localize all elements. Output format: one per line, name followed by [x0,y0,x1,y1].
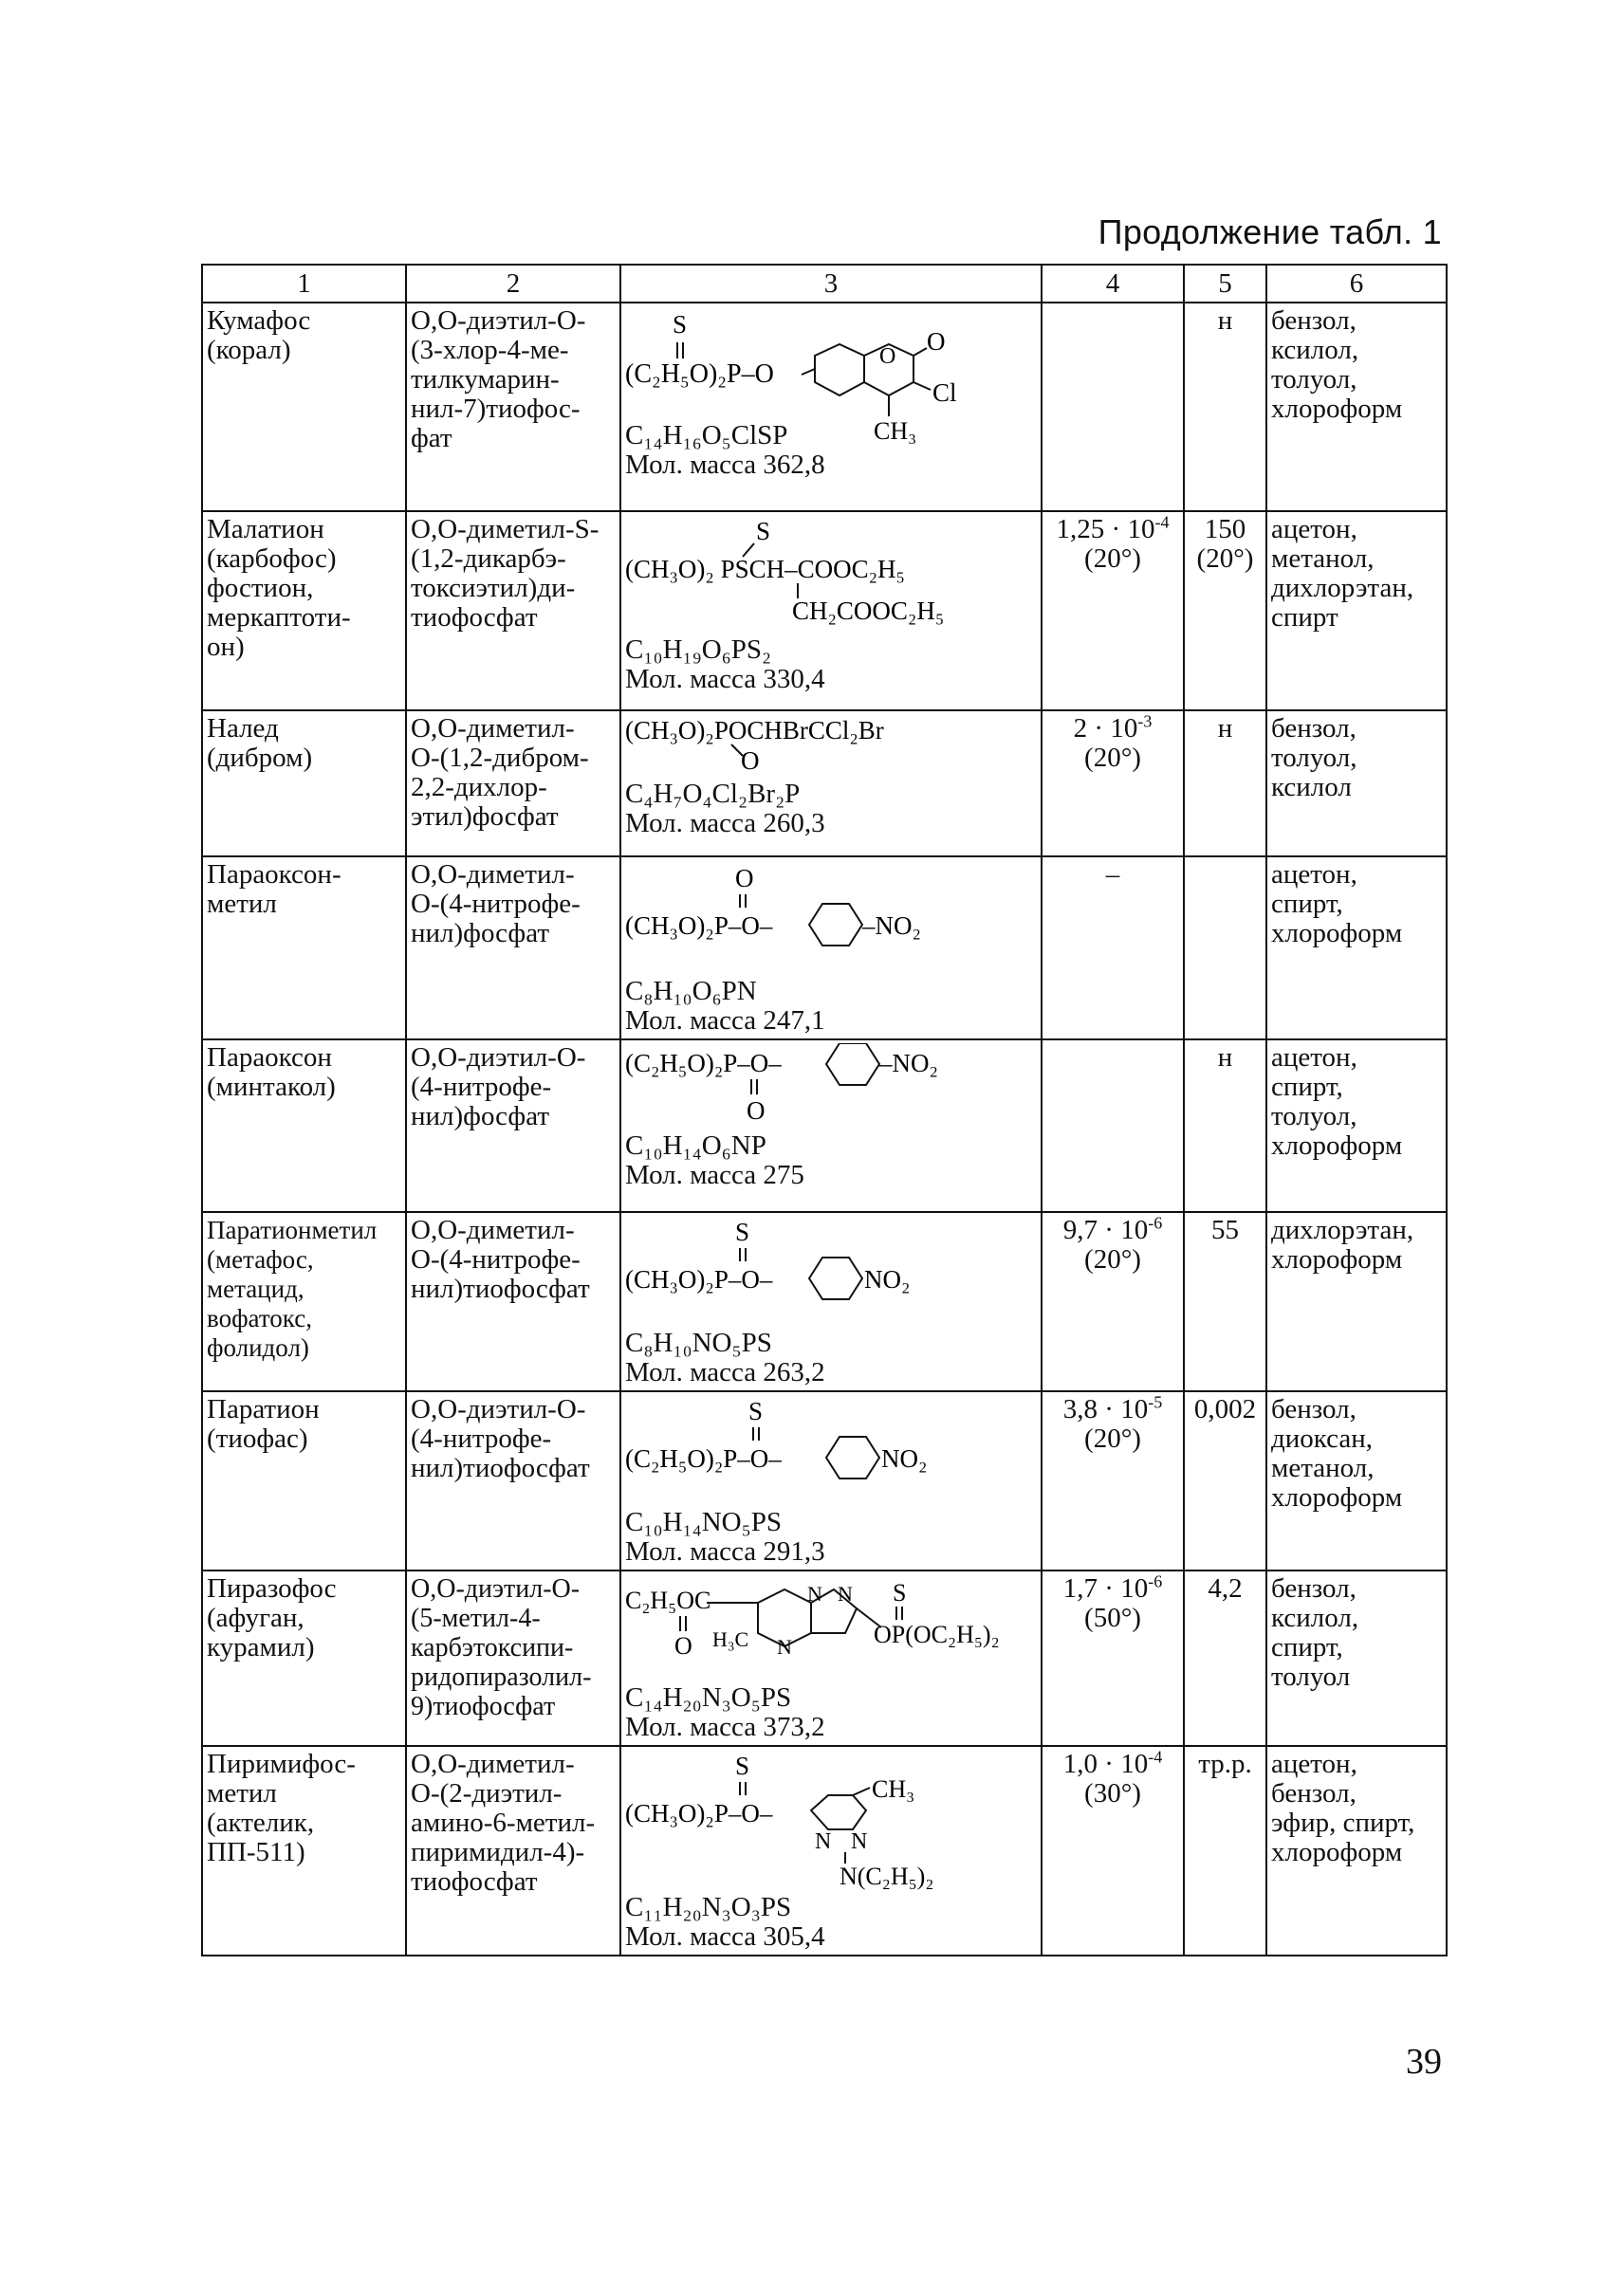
svg-text:CH₃: CH₃ [872,1775,915,1803]
water-solubility-cell: н [1184,303,1266,511]
structure-naled [625,714,1033,773]
formula-cell [620,710,1042,856]
name-cell: Параоксон (минтакол) [202,1039,406,1212]
svg-text:S: S [735,1218,750,1246]
col-header-6: 6 [1266,265,1447,303]
col-header-5: 5 [1184,265,1266,303]
table-row [202,710,1447,856]
structure-malathion [625,515,1033,629]
solvents-cell: бензол, ксилол, толуол, хлороформ [1266,303,1447,511]
vapor-pressure-cell [1042,1746,1184,1956]
molecular-mass: Мол. масса 291,3 [625,1536,825,1567]
svg-text:CH₃: CH₃ [874,417,917,445]
chemical-name-cell: О,О-диэтил-О- (5-метил-4- карбэтоксипи- ридопиразолил- 9)тиофосфат [406,1570,620,1746]
chemical-name-cell: О,О-диметил- О-(2-диэтил- амино-6-метил- пиримидил-4)- тиофосфат [406,1746,620,1956]
svg-text:N: N [777,1635,792,1659]
solvents-cell: бензол, диоксан, метанол, хлороформ [1266,1391,1447,1570]
table-row [202,1391,1447,1570]
pressure-exponent: -4 [1148,1747,1163,1767]
pressure-value: 3,8 · 10 [1062,1394,1149,1424]
chemical-name-cell: О,О-диэтил-О- (4-нитрофе- нил)тиофосфат [406,1391,620,1570]
solvents-cell: ацетон, спирт, толуол, хлороформ [1266,1039,1447,1212]
svg-text:NO₂: NO₂ [864,1265,911,1294]
formula-cell [620,856,1042,1039]
svg-text:(C₂H₅O)₂P–O–: (C₂H₅O)₂P–O– [625,1444,782,1473]
name-cell: Паратионметил (метафос, метацид, вофатокс, фолидол) [202,1212,406,1391]
pressure-value: 1,7 · 10 [1062,1573,1149,1604]
formula-cell [620,511,1042,710]
table-caption: Продолжение табл. 1 [1098,212,1442,251]
vapor-pressure-cell [1042,1212,1184,1391]
svg-text:–NO₂: –NO₂ [879,1049,938,1077]
svg-text:N: N [815,1829,832,1854]
molecular-mass: Мол. масса 260,3 [625,808,825,838]
svg-text:(CH₃O)₂P–O–: (CH₃O)₂P–O– [625,1265,773,1294]
solvents-cell: ацетон, спирт, хлороформ [1266,856,1447,1039]
chemical-name-cell: О,О-диэтил-О- (3-хлор-4-ме- тилкумарин- нил-7)тиофос- фат [406,303,620,511]
molecular-formula: C₄H₇O₄Cl₂Br₂P [625,779,801,809]
svg-text:Cl: Cl [932,378,957,407]
table-row [202,1212,1447,1391]
page-number: 39 [1406,2042,1442,2082]
table-row [202,303,1447,511]
svg-text:S: S [756,517,771,545]
chemical-name-cell: О,О-диметил-S- (1,2-дикарбэ- токсиэтил)ди- тиофосфат [406,511,620,710]
name-cell: Пиримифос- метил (актелик, ПП-511) [202,1746,406,1956]
molecular-formula: C₈H₁₀NO₅PS [625,1328,772,1358]
svg-text:(CH₃O)₂P–O–: (CH₃O)₂P–O– [625,911,773,940]
svg-text:CH₂COOC₂H₅: CH₂COOC₂H₅ [792,597,945,625]
svg-text:(C₂H₅O)₂P–O: (C₂H₅O)₂P–O [625,359,774,389]
molecular-mass: Мол. масса 263,2 [625,1357,825,1387]
molecular-formula: C₈H₁₀O₆PN [625,976,757,1006]
molecular-formula: C₁₀H₁₄NO₅PS [625,1507,782,1537]
water-solubility-cell: н [1184,1039,1266,1212]
name-cell: Параоксон- метил [202,856,406,1039]
vapor-pressure-cell [1042,1570,1184,1746]
pressure-temperature: (20°) [1084,743,1141,773]
water-solubility-cell: тр.р. [1184,1746,1266,1956]
molecular-formula: C₁₀H₁₉O₆PS₂ [625,634,772,665]
svg-text:N: N [838,1582,853,1606]
water-solubility-cell [1184,856,1266,1039]
chemical-name-cell: О,О-диметил- О-(4-нитрофе- нил)тиофосфат [406,1212,620,1391]
solvents-cell: бензол, толуол, ксилол [1266,710,1447,856]
name-cell: Пиразофос (афуган, курамил) [202,1570,406,1746]
name-cell: Паратион (тиофас) [202,1391,406,1570]
formula-cell [620,1391,1042,1570]
table-row [202,1570,1447,1746]
water-solubility-cell: н [1184,710,1266,856]
pressure-temperature: (20°) [1084,1424,1141,1454]
svg-text:N(C₂H₅)₂: N(C₂H₅)₂ [840,1863,934,1890]
molecular-mass: Мол. масса 362,8 [625,450,825,480]
svg-text:(CH₃O)₂POCHBrCCl₂Br: (CH₃O)₂POCHBrCCl₂Br [625,716,884,744]
structure-paraoxon-methyl [625,860,1033,970]
svg-text:O: O [879,344,896,369]
pressure-value: 9,7 · 10 [1062,1215,1149,1245]
col-header-4: 4 [1042,265,1184,303]
svg-text:N: N [851,1829,868,1854]
pressure-exponent: -4 [1154,512,1170,532]
vapor-pressure-cell: – [1042,856,1184,1039]
name-cell: Кумафос (корал) [202,303,406,511]
pressure-temperature: (20°) [1084,543,1141,574]
formula-cell [620,1212,1042,1391]
table-row [202,1039,1447,1212]
structure-pyrazophos [625,1574,1033,1677]
svg-text:S: S [673,310,688,339]
col-header-1: 1 [202,265,406,303]
table-row [202,856,1447,1039]
svg-text:(CH₃O)₂ PSCH–COOC₂H₅: (CH₃O)₂ PSCH–COOC₂H₅ [625,555,905,583]
svg-text:S: S [893,1579,907,1607]
svg-text:O: O [735,864,754,892]
name-cell: Малатион (карбофос) фостион, меркаптоти- он) [202,511,406,710]
molecular-mass: Мол. масса 275 [625,1160,804,1190]
pressure-exponent: -3 [1137,711,1153,731]
pressure-temperature: (50°) [1084,1603,1141,1633]
structure-parathion-methyl [625,1216,1033,1322]
svg-text:O: O [747,1096,766,1125]
structure-paraoxon [625,1043,1033,1125]
formula-cell [620,1746,1042,1956]
svg-text:(C₂H₅O)₂P–O–: (C₂H₅O)₂P–O– [625,1049,782,1077]
chemical-name-cell: О,О-диэтил-О- (4-нитрофе- нил)фосфат [406,1039,620,1212]
solvents-cell: бензол, ксилол, спирт, толуол [1266,1570,1447,1746]
molecular-mass: Мол. масса 330,4 [625,664,825,694]
vapor-pressure-cell [1042,1039,1184,1212]
vapor-pressure-cell [1042,303,1184,511]
col-header-3: 3 [620,265,1042,303]
molecular-formula: C₁₁H₂₀N₃O₃PS [625,1892,792,1922]
svg-text:S: S [748,1397,764,1425]
svg-text:H₃C: H₃C [712,1627,749,1651]
solvents-cell: дихлорэтан, хлороформ [1266,1212,1447,1391]
water-solubility-cell: 0,002 [1184,1391,1266,1570]
header-row [202,265,1447,303]
svg-text:(CH₃O)₂P–O–: (CH₃O)₂P–O– [625,1799,773,1828]
table-row [202,1746,1447,1956]
svg-text:N: N [807,1582,822,1606]
svg-text:O: O [741,746,760,773]
structure-pirimiphos-methyl [625,1750,1033,1892]
svg-text:O: O [674,1632,692,1660]
svg-text:NO₂: NO₂ [881,1444,928,1473]
pressure-exponent: -6 [1148,1571,1163,1591]
pressure-value: 1,25 · 10 [1056,514,1155,544]
water-solubility-cell: 150 (20°) [1184,511,1266,710]
pressure-value: 1,0 · 10 [1062,1749,1149,1779]
molecular-formula: C₁₀H₁₄O₆NP [625,1130,766,1161]
pressure-exponent: -6 [1148,1213,1163,1233]
chemical-name-cell: О,О-диметил- О-(1,2-дибром- 2,2-дихлор- этил)фосфат [406,710,620,856]
name-cell: Налед (дибром) [202,710,406,856]
svg-text:OP(OC₂H₅)₂: OP(OC₂H₅)₂ [874,1621,1000,1648]
vapor-pressure-cell [1042,511,1184,710]
svg-text:–NO₂: –NO₂ [862,911,921,940]
pesticide-table [201,264,1448,1956]
vapor-pressure-cell [1042,710,1184,856]
molecular-formula: C₁₄H₂₀N₃O₅PS [625,1682,792,1713]
water-solubility-cell: 55 [1184,1212,1266,1391]
molecular-mass: Мол. масса 247,1 [625,1005,825,1036]
svg-text:S: S [735,1752,750,1780]
solvents-cell: ацетон, метанол, дихлорэтан, спирт [1266,511,1447,710]
svg-text:O: O [927,327,946,356]
chemical-name-cell: О,О-диметил- О-(4-нитрофе- нил)фосфат [406,856,620,1039]
water-solubility-cell: 4,2 [1184,1570,1266,1746]
col-header-2: 2 [406,265,620,303]
pressure-value: 2 · 10 [1073,713,1138,744]
formula-cell [620,1039,1042,1212]
pressure-exponent: -5 [1148,1392,1163,1412]
molecular-mass: Мол. масса 373,2 [625,1712,825,1742]
pressure-temperature: (20°) [1084,1244,1141,1275]
formula-cell [620,303,1042,511]
pressure-temperature: (30°) [1084,1778,1141,1809]
table-row [202,511,1447,710]
molecular-mass: Мол. масса 305,4 [625,1921,825,1952]
structure-parathion [625,1395,1033,1501]
vapor-pressure-cell [1042,1391,1184,1570]
svg-text:C₂H₅OC: C₂H₅OC [625,1587,711,1614]
formula-cell [620,1570,1042,1746]
molecular-formula: C₁₄H₁₆O₅ClSP [625,420,788,450]
solvents-cell: ацетон, бензол, эфир, спирт, хлороформ [1266,1746,1447,1956]
